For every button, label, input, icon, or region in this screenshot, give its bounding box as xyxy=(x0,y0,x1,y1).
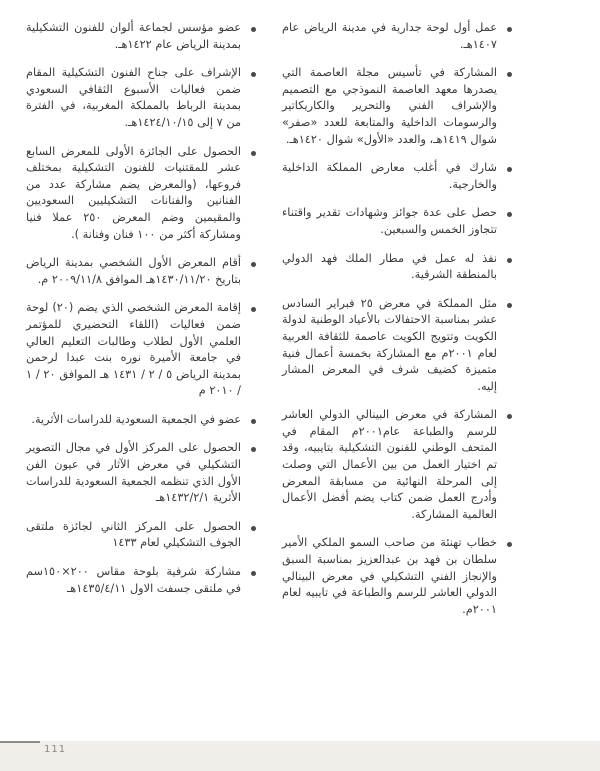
bullet-icon xyxy=(251,419,256,424)
footer-band xyxy=(0,741,600,771)
bullet-icon xyxy=(507,27,512,32)
list-item xyxy=(26,144,256,244)
list-item xyxy=(26,412,256,429)
list-item-text: حصل على عدة جوائز وشهادات تقدير واقتناء تتجاوز الخمس والسبعين. xyxy=(282,206,497,236)
bullet-icon xyxy=(507,212,512,217)
bullet-icon xyxy=(251,27,256,32)
left-column xyxy=(26,20,256,609)
list-item-text: إقامة المعرض الشخصي الذي يضم (٢٠) لوحة ضمن فعاليات (اللقاء التحضيري للمؤتمر العلمي الأول لطلاب وطالبات التعليم العالي في جامعة الأميرة نوره بنت عبدا لرحمن بمدينة الرياض ٥ / ٢ / ١٤٣١ هـ الموافق ٢٠ / ١ / ٢٠١٠ م xyxy=(26,301,241,398)
page-number: 111 xyxy=(44,744,67,755)
list-item xyxy=(26,564,256,597)
list-item xyxy=(282,65,512,148)
bullet-icon xyxy=(251,151,256,156)
list-item xyxy=(282,160,512,193)
list-item xyxy=(282,296,512,396)
bullet-icon xyxy=(251,447,256,452)
list-item-text: خطاب تهنئة من صاحب السمو الملكي الأمير سلطان بن فهد بن عبدالعزيز بمناسبة السبق والإنجاز الفني التشكيلي في معرض البينالي الدولي العاشر للرسم والطباعة في تايبيه لعام ٢٠٠١م. xyxy=(282,536,497,616)
bullet-icon xyxy=(507,167,512,172)
bullet-icon xyxy=(507,542,512,547)
bullet-icon xyxy=(507,303,512,308)
list-item xyxy=(282,407,512,523)
list-item-text: أقام المعرض الأول الشخصي بمدينة الرياض بتاريخ ١٤٣٠/١١/٢٠هـ الموافق ٢٠٠٩/١١/٨ م. xyxy=(26,256,241,286)
list-item xyxy=(282,205,512,238)
list-item xyxy=(26,300,256,400)
list-item-text: الحصول على المركز الثاني لجائزة ملتقى الجوف التشكيلي لعام ١٤٣٣ xyxy=(26,519,241,550)
list-item xyxy=(282,535,512,618)
right-column xyxy=(282,20,512,630)
footer-divider xyxy=(0,741,40,743)
list-item xyxy=(26,519,256,552)
bullet-icon xyxy=(507,72,512,77)
bullet-icon xyxy=(507,414,512,419)
bullet-icon xyxy=(251,307,256,312)
list-item-text: الإشراف على جناح الفنون التشكيلية المقام ضمن فعاليات الأسبوع الثقافي السعودي بمدينة الرباط بالمملكة المغربية، في الفترة من ٧ إلى ١٤٢٤/١٠/١٥هـ. xyxy=(26,66,241,129)
list-item xyxy=(26,20,256,53)
right-bullet-list xyxy=(282,20,512,618)
bullet-icon xyxy=(507,258,512,263)
bullet-icon xyxy=(251,262,256,267)
list-item xyxy=(26,255,256,288)
list-item-text: شارك في أغلب معارض المملكة الداخلية والخارجية. xyxy=(282,161,497,191)
list-item xyxy=(282,20,512,53)
left-bullet-list xyxy=(26,20,256,597)
list-item-text: الحصول على المركز الأول في مجال التصوير التشكيلي في معرض الآثار في عيون الفن الأول الذي تنظمه الجمعية السعودية للدراسات الأثرية ١٤٣٢/٢/١هـ xyxy=(26,441,241,505)
list-item-text: عضو مؤسس لجماعة ألوان للفنون التشكيلية بمدينة الرياض عام ١٤٢٢هـ. xyxy=(26,21,241,51)
list-item-text: عضو في الجمعية السعودية للدراسات الأثرية. xyxy=(31,412,241,426)
list-item xyxy=(26,65,256,131)
list-item-text: الحصول على الجائزة الأولى للمعرض السابع عشر للمقتنيات للفنون التشكيلية بمختلف فروعها، (والمعرض يضم مشاركة عدد من الفنانين والفنانات التشكيليين السعوديين والمقيمين وضم المعرض ٢٥٠ عملا فنيا ومشاركة أكثر من ١٠٠ فنان وفنانة ). xyxy=(26,144,241,241)
list-item-text: مشاركة شرفية بلوحة مقاس ٢٠٠×١٥٠سم في ملتقى جسفت الاول ١٤٣٥/٤/١١هـ xyxy=(26,565,241,595)
list-item-text: مثل المملكة في معرض ٢٥ فبراير السادس عشر بمناسبة الاحتفالات بالأعياد الوطنية لدولة الكويت وتتويج الكويت عاصمة للثقافة العربية لعام ٢٠٠١م مع المشاركة بخمسة أعمال فنية متميزة كضيف شرف في المعرض المشار إليه. xyxy=(282,296,497,393)
bullet-icon xyxy=(251,526,256,531)
list-item xyxy=(282,251,512,284)
list-item-text: عمل أول لوحة جدارية في مدينة الرياض عام ١٤٠٧هـ. xyxy=(282,21,497,51)
list-item-text: المشاركة في تأسيس مجلة العاصمة التي يصدرها معهد العاصمة النموذجي مع التصميم والإشراف الفني والتحرير والكاريكاتير والرسومات الداخلية والمتابعة للعدد «صفر» شوال ١٤١٩هـ، والعدد «الأول» شوال ١٤٢٠هـ. xyxy=(282,66,497,146)
list-item-text: نفذ له عمل في مطار الملك فهد الدولي بالمنطقة الشرقية. xyxy=(282,251,497,282)
list-item xyxy=(26,440,256,506)
list-item-text: المشاركة في معرض البينالي الدولي العاشر للرسم والطباعة عام٢٠٠١م المقام في المتحف الوطني للفنون التشكيلية بتايبيه، وقد تم اختيار العمل من بين الأعمال التي وصلت إلى المرحلة النهائية من مسابقة المعرض وأدرج العمل ضمن كتاب يضم أفضل الأعمال العالمية المشاركة. xyxy=(282,408,497,521)
bullet-icon xyxy=(251,571,256,576)
bullet-icon xyxy=(251,72,256,77)
